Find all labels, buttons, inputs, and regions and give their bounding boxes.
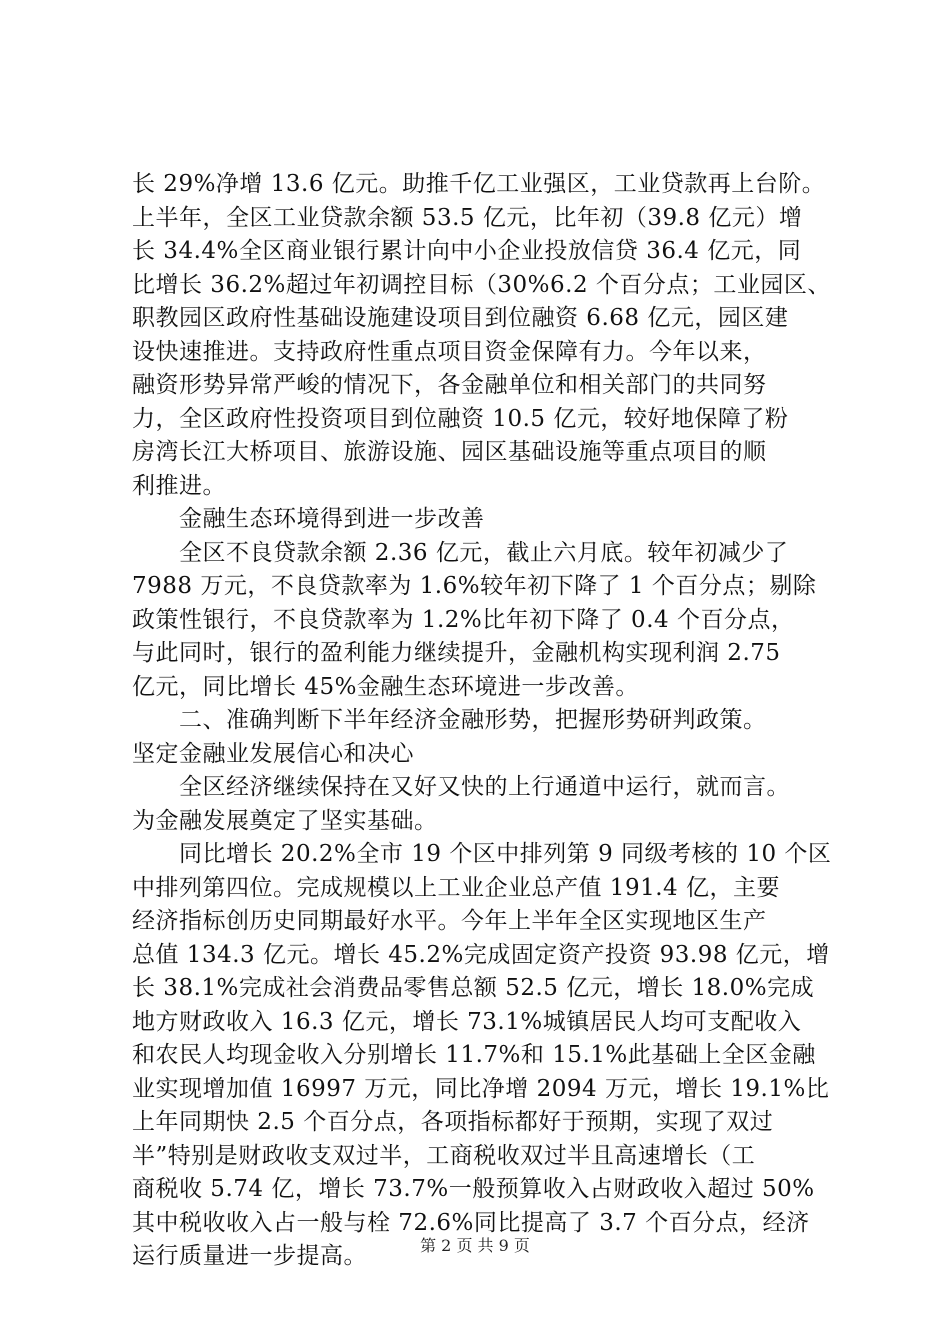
text-line: 亿元，同比增长 45%金融生态环境进一步改善。 xyxy=(132,673,639,700)
text-line: 同比增长 20.2%全市 19 个区中排列第 9 同级考核的 10 个区 xyxy=(132,841,832,867)
text-line: 经济指标创历史同期最好水平。今年上半年全区实现地区生产 xyxy=(132,908,767,934)
text-line: 为金融发展奠定了坚实基础。 xyxy=(132,807,438,834)
text-line: 全区经济继续保持在又好又快的上行通道中运行，就而言。 xyxy=(132,774,790,800)
text-line: 半”特别是财政收支双过半，工商税收双过半且高速增长（工 xyxy=(132,1142,756,1169)
text-line: 上半年，全区工业贷款余额 53.5 亿元，比年初（39.8 亿元）增 xyxy=(132,204,803,231)
text-line: 地方财政收入 16.3 亿元，增长 73.1%城镇居民人均可支配收入 xyxy=(132,1008,802,1035)
text-line: 政策性银行，不良贷款率为 1.2%比年初下降了 0.4 个百分点， xyxy=(132,606,795,633)
text-line: 长 38.1%完成社会消费品零售总额 52.5 亿元，增长 18.0%完成 xyxy=(132,975,815,1001)
text-line: 全区不良贷款余额 2.36 亿元，截止六月底。较年初减少了 xyxy=(132,539,789,566)
text-line: 利推进。 xyxy=(132,472,226,499)
text-line: 业实现增加值 16997 万元，同比净增 2094 万元，增长 19.1%比 xyxy=(132,1075,830,1102)
text-line: 长 34.4%全区商业银行累计向中小企业投放信贷 36.4 亿元，同 xyxy=(132,238,802,264)
body-text xyxy=(132,168,832,1274)
text-line: 力，全区政府性投资项目到位融资 10.5 亿元，较好地保障了粉 xyxy=(132,405,789,432)
text-line: 设快速推进。支持政府性重点项目资金保障有力。今年以来， xyxy=(132,338,767,365)
section-heading: 二、准确判断下半年经济金融形势，把握形势研判政策。 xyxy=(132,707,767,733)
text-line: 融资形势异常严峻的情况下，各金融单位和相关部门的共同努 xyxy=(132,372,767,398)
text-line: 职教园区政府性基础设施建设项目到位融资 6.68 亿元，园区建 xyxy=(132,305,789,331)
section-heading: 坚定金融业发展信心和决心 xyxy=(132,740,414,767)
text-line: 和农民人均现金收入分别增长 11.7%和 15.1%此基础上全区金融 xyxy=(132,1042,816,1068)
text-line: 与此同时，银行的盈利能力继续提升，金融机构实现利润 2.75 xyxy=(132,640,781,666)
text-line: 比增长 36.2%超过年初调控目标（30%6.2 个百分点；工业园区、 xyxy=(132,271,831,298)
text-line: 其中税收收入占一般与栓 72.6%同比提高了 3.7 个百分点，经济 xyxy=(132,1209,810,1236)
text-line: 房湾长江大桥项目、旅游设施、园区基础设施等重点项目的顺 xyxy=(132,439,767,465)
text-line: 上年同期快 2.5 个百分点，各项指标都好于预期，实现了双过 xyxy=(132,1109,774,1135)
text-line: 中排列第四位。完成规模以上工业企业总产值 191.4 亿，主要 xyxy=(132,874,780,901)
text-line: 商税收 5.74 亿，增长 73.7%一般预算收入占财政收入超过 50% xyxy=(132,1176,815,1202)
text-line: 总值 134.3 亿元。增长 45.2%完成固定资产投资 93.98 亿元，增 xyxy=(132,941,830,968)
page-number-footer: 第 2 页 共 9 页 xyxy=(420,1236,530,1255)
text-line: 运行质量进一步提高。 xyxy=(132,1243,367,1269)
section-heading: 金融生态环境得到进一步改善 xyxy=(132,506,485,532)
text-line: 长 29%净增 13.6 亿元。助推千亿工业强区，工业贷款再上台阶。 xyxy=(132,171,826,197)
text-line: 7988 万元，不良贷款率为 1.6%较年初下降了 1 个百分点；剔除 xyxy=(132,573,817,599)
